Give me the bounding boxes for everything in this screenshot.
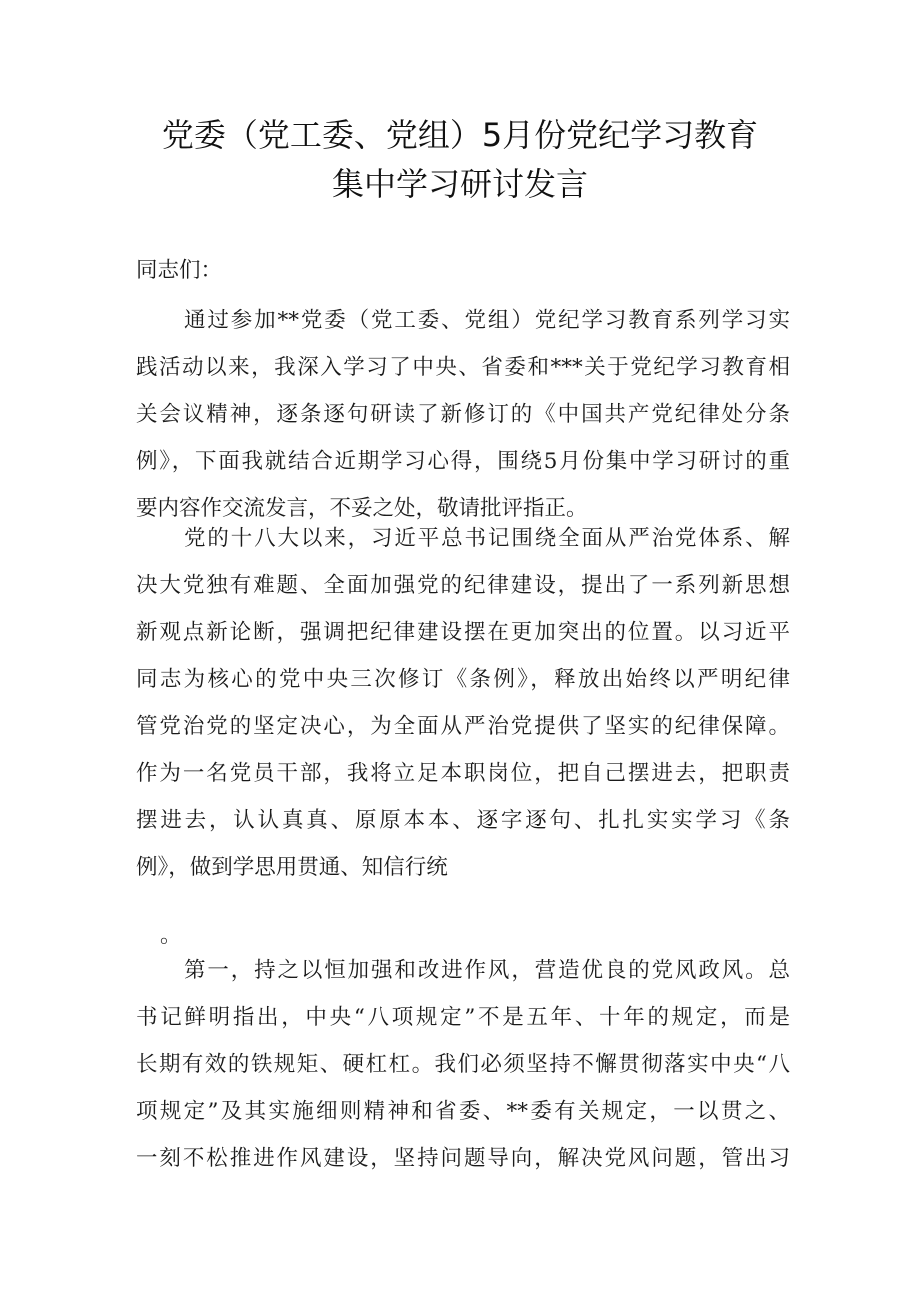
paragraph-1 [136, 297, 790, 532]
paragraph-line: 摆进去，认认真真、原原本本、逐字逐句、扎扎实实学习《条 [136, 808, 790, 833]
paragraph-line: 项规定”及其实施细则精神和省委、**委有关规定，一以贯之、 [136, 1099, 790, 1124]
paragraph-line: 同志为核心的党中央三次修订《条例》，释放出始终以严明纪律 [136, 667, 790, 692]
paragraph-3 [136, 947, 790, 1182]
paragraph-line: 党的十八大以来，习近平总书记围绕全面从严治党体系、解 [184, 526, 790, 551]
paragraph-line: 作为一名党员干部，我将立足本职岗位，把自己摆进去，把职责 [136, 761, 790, 786]
paragraph-line: 第一，持之以恒加强和改进作风，营造优良的党风政风。总 [184, 958, 790, 983]
paragraph-line: 要内容作交流发言，不妥之处，敬请批评指正。 [136, 496, 588, 521]
salutation [136, 247, 790, 294]
paragraph-line: 例》，做到学思用贯通、知信行统 [136, 855, 448, 880]
paragraph-line: 管党治党的坚定决心，为全面从严治党提供了坚实的纪律保障。 [136, 714, 790, 739]
paragraph-line: 践活动以来，我深入学习了中央、省委和***关于党纪学习教育相 [136, 355, 790, 380]
paragraph-line: 书记鲜明指出，中央“八项规定”不是五年、十年的规定，而是 [136, 1005, 790, 1030]
paragraph-line: 新观点新论断，强调把纪律建设摆在更加突出的位置。以习近平 [136, 620, 790, 645]
stray-mark: 。 [160, 923, 182, 948]
paragraph-line: 决大党独有难题、全面加强党的纪律建设，提出了一系列新思想 [136, 573, 790, 598]
document-title-line-2: 集中学习研讨发言 [331, 165, 588, 203]
paragraph-line: 关会议精神，逐条逐句研读了新修订的《中国共产党纪律处分条 [136, 402, 790, 427]
document-title-line-1: 党委（党工委、党组）5月份党纪学习教育 [161, 116, 759, 154]
paragraph-line: 例》，下面我就结合近期学习心得，围绕5月份集中学习研讨的重 [136, 449, 790, 474]
paragraph-line: 长期有效的铁规矩、硬杠杠。我们必须坚持不懈贯彻落实中央“八 [136, 1052, 790, 1077]
paragraph-line: 通过参加**党委（党工委、党组）党纪学习教育系列学习实 [184, 308, 790, 333]
paragraph-line: 一刻不松推进作风建设，坚持问题导向，解决党风问题，管出习 [136, 1146, 790, 1171]
salutation-text: 同志们： [136, 258, 223, 283]
paragraph-2 [136, 515, 790, 891]
